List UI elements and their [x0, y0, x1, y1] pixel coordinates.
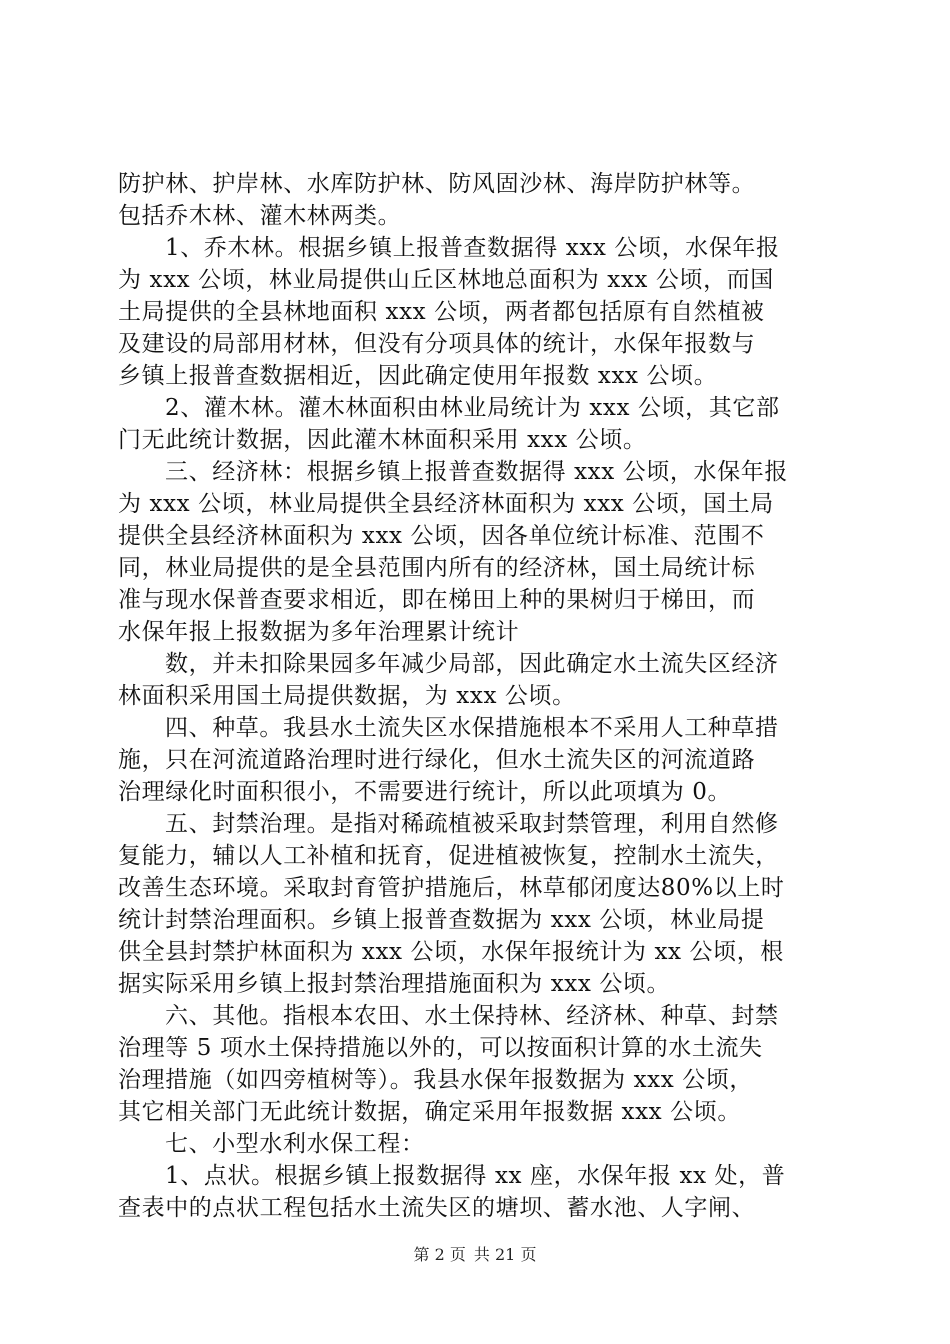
- text-line: 三、经济林：根据乡镇上报普查数据得 xxx 公顷，水保年报: [165, 459, 788, 485]
- text-line: 四、种草。我县水土流失区水保措施根本不采用人工种草措: [165, 715, 779, 741]
- text-line: 2、灌木林。灌木林面积由林业局统计为 xxx 公顷，其它部: [165, 395, 780, 421]
- text-line: 包括乔木林、灌木林两类。: [118, 203, 402, 229]
- text-line: 水保年报上报数据为多年治理累计统计: [118, 619, 520, 645]
- text-line: 六、其他。指根本农田、水土保持林、经济林、种草、封禁: [165, 1003, 779, 1029]
- text-line: 1、乔木林。根据乡镇上报普查数据得 xxx 公顷，水保年报: [165, 235, 780, 261]
- text-line: 为 xxx 公顷，林业局提供山丘区林地总面积为 xxx 公顷，而国: [118, 267, 774, 293]
- text-line: 治理绿化时面积很小，不需要进行统计，所以此项填为 0。: [118, 779, 732, 805]
- text-line: 土局提供的全县林地面积 xxx 公顷，两者都包括原有自然植被: [118, 299, 765, 325]
- text-line: 统计封禁治理面积。乡镇上报普查数据为 xxx 公顷，林业局提: [118, 907, 765, 933]
- text-line: 其它相关部门无此统计数据，确定采用年报数据 xxx 公顷。: [118, 1099, 741, 1125]
- text-line: 改善生态环境。采取封育管护措施后，林草郁闭度达80%以上时: [118, 875, 785, 901]
- text-line: 复能力，辅以人工补植和抚育，促进植被恢复，控制水土流失，: [118, 843, 779, 869]
- text-line: 治理措施（如四旁植树等）。我县水保年报数据为 xxx 公顷，: [118, 1067, 754, 1093]
- page-total: 共 21 页: [473, 1245, 537, 1264]
- text-line: 数，并未扣除果园多年减少局部，因此确定水土流失区经济: [165, 651, 779, 677]
- text-line: 林面积采用国土局提供数据，为 xxx 公顷。: [118, 683, 576, 709]
- text-line: 乡镇上报普查数据相近，因此确定使用年报数 xxx 公顷。: [118, 363, 718, 389]
- text-line: 五、封禁治理。是指对稀疏植被采取封禁管理，利用自然修: [165, 811, 779, 837]
- document-body: [118, 168, 838, 1224]
- text-line: 七、小型水利水保工程：: [165, 1131, 425, 1157]
- text-line: 门无此统计数据，因此灌木林面积采用 xxx 公顷。: [118, 427, 647, 453]
- text-line: 施，只在河流道路治理时进行绿化，但水土流失区的河流道路: [118, 747, 756, 773]
- text-line: 供全县封禁护林面积为 xxx 公顷，水保年报统计为 xx 公顷，根: [118, 939, 784, 965]
- text-line: 据实际采用乡镇上报封禁治理措施面积为 xxx 公顷。: [118, 971, 671, 997]
- text-line: 为 xxx 公顷，林业局提供全县经济林面积为 xxx 公顷，国土局: [118, 491, 774, 517]
- text-line: 治理等 5 项水土保持措施以外的，可以按面积计算的水土流失: [118, 1035, 763, 1061]
- text-line: 提供全县经济林面积为 xxx 公顷，因各单位统计标准、范围不: [118, 523, 765, 549]
- text-line: 防护林、护岸林、水库防护林、防风固沙林、海岸防护林等。: [118, 171, 756, 197]
- text-line: 及建设的局部用材林，但没有分项具体的统计，水保年报数与: [118, 331, 756, 357]
- text-line: 准与现水保普查要求相近，即在梯田上种的果树归于梯田，而: [118, 587, 756, 613]
- text-line: 同，林业局提供的是全县范围内所有的经济林，国土局统计标: [118, 555, 756, 581]
- text-line: 查表中的点状工程包括水土流失区的塘坝、蓄水池、人字闸、: [118, 1195, 756, 1221]
- text-line: 1、点状。根据乡镇上报数据得 xx 座，水保年报 xx 处，普: [165, 1163, 786, 1189]
- page-footer: [0, 1244, 950, 1266]
- page-number: 第 2 页: [413, 1245, 466, 1264]
